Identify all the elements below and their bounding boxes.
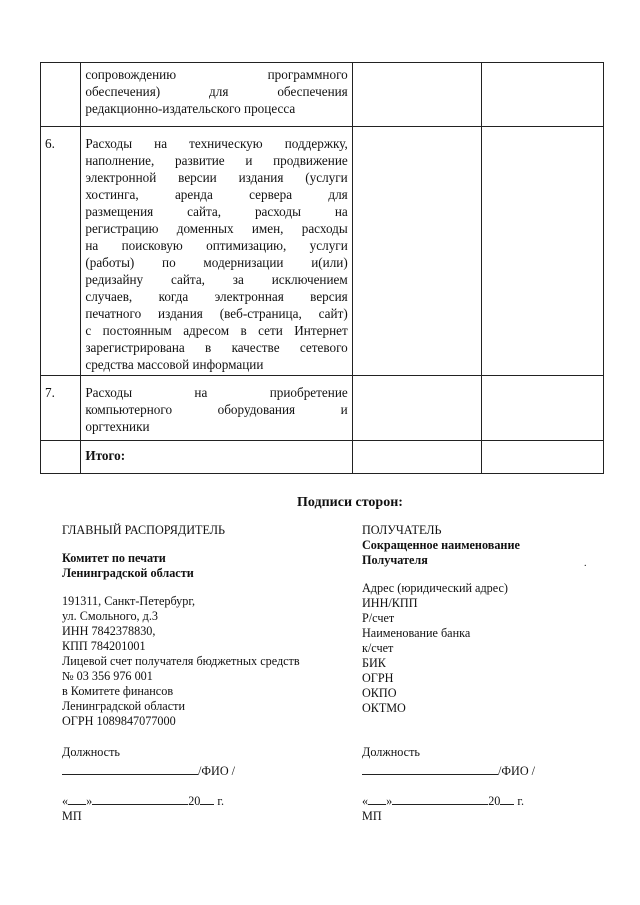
year-underline [200,793,214,805]
description-line: с постоянным адресом в сети Интернет [85,323,348,338]
year-prefix: 20 [188,794,201,808]
year-prefix: 20 [488,794,501,808]
date-close-quote: » [386,794,393,808]
empty-cell [352,127,481,376]
description-line: редакционно-издательского процесса [85,101,296,116]
row-number: 7. [41,376,81,441]
account-label: Лицевой счет получателя бюджетных средств [62,654,300,668]
signature-underline [362,762,498,775]
month-underline [92,793,188,805]
stamp-label: МП [362,809,382,823]
recipient-field: Адрес (юридический адрес) [362,581,508,595]
recipient-block [362,523,602,716]
recipient-field: ОКТМО [362,701,406,715]
day-underline [68,793,86,805]
short-name-line2: Получателя [362,553,428,567]
description-line: (работы) по модернизации и(или) [85,255,348,270]
address-line1: 191311, Санкт-Петербург, [62,594,196,608]
empty-cell [352,441,481,474]
month-underline [392,793,488,805]
recipient-field: ИНН/КПП [362,596,418,610]
description-line: печатного издания (веб-страница, сайт) [85,306,348,321]
committee-line2: Ленинградской области [62,699,185,713]
signature-line [362,762,535,779]
stamp-label: МП [62,809,82,823]
year-suffix: г. [214,794,225,808]
table-row [41,63,604,127]
date-close-quote: » [86,794,93,808]
year-suffix: г. [514,794,525,808]
date-open-quote: « [362,794,369,808]
empty-cell [481,441,603,474]
stray-dot: . [584,558,587,569]
ogrn-line: ОГРН 1089847077000 [62,714,176,728]
signature-line [62,762,235,779]
year-underline [500,793,514,805]
recipient-field: к/счет [362,641,394,655]
table-row [41,376,604,441]
fio-label: /ФИО / [198,764,236,778]
row-number [41,63,81,127]
right-heading: ПОЛУЧАТЕЛЬ [362,523,442,537]
recipient-field: Наименование банка [362,626,471,640]
description-line: редизайну сайта, за исключением [85,272,348,287]
inn-line: ИНН 7842378830, [62,624,156,638]
left-date-block [62,793,224,824]
description-line: случаев, когда электронная версия [85,289,348,304]
empty-cell [481,376,603,441]
expenses-table [40,62,604,474]
kpp-line: КПП 784201001 [62,639,146,653]
description-line: зарегистрирована в качестве сетевого [85,340,348,355]
description-line: обеспечения) для обеспечения [85,84,348,99]
row-number: 6. [41,127,81,376]
table-row [41,127,604,376]
row-description [81,127,352,376]
short-name-line1: Сокращенное наименование [362,538,520,552]
day-underline [368,793,386,805]
empty-cell [352,63,481,127]
left-signature-block [62,745,235,779]
address-line2: ул. Смольного, д.3 [62,609,158,623]
signature-underline [62,762,198,775]
description-line: на поисковую оптимизацию, услуги [85,238,348,253]
left-heading: ГЛАВНЫЙ РАСПОРЯДИТЕЛЬ [62,523,225,537]
right-signature-block [362,745,535,779]
description-line: электронной версии издания (услуги [85,170,348,185]
description-line: размещения сайта, расходы на [85,204,348,219]
recipient-field: Р/счет [362,611,395,625]
row-description [81,63,352,127]
signatures-title: Подписи сторон: [297,495,403,510]
date-open-quote: « [62,794,69,808]
description-line: Расходы на приобретение [85,385,348,400]
description-line: наполнение, развитие и продвижение [85,153,348,168]
committee-line1: в Комитете финансов [62,684,174,698]
position-label: Должность [362,745,420,759]
org-name-line1: Комитет по печати [62,551,166,565]
main-administrator-block [62,523,352,729]
description-line: Расходы на техническую поддержку, [85,136,348,151]
total-label: Итого: [81,441,352,474]
row-description [81,376,352,441]
description-line: средства массовой информации [85,357,264,372]
empty-cell [481,63,603,127]
recipient-field: БИК [362,656,386,670]
empty-cell [41,441,81,474]
description-line: сопровождению программного [85,67,348,82]
recipient-field: ОГРН [362,671,394,685]
account-number: № 03 356 976 001 [62,669,153,683]
date-line [362,793,524,809]
empty-cell [352,376,481,441]
org-name-line2: Ленинградской области [62,566,194,580]
recipient-field: ОКПО [362,686,397,700]
date-line [62,793,224,809]
description-line: регистрацию доменных имен, расходы [85,221,348,236]
description-line: компьютерного оборудования и [85,402,348,417]
right-date-block [362,793,524,824]
description-line: хостинга, аренда сервера для [85,187,348,202]
description-line: оргтехники [85,419,150,434]
total-row [41,441,604,474]
fio-label: /ФИО / [498,764,536,778]
position-label: Должность [62,745,120,759]
empty-cell [481,127,603,376]
